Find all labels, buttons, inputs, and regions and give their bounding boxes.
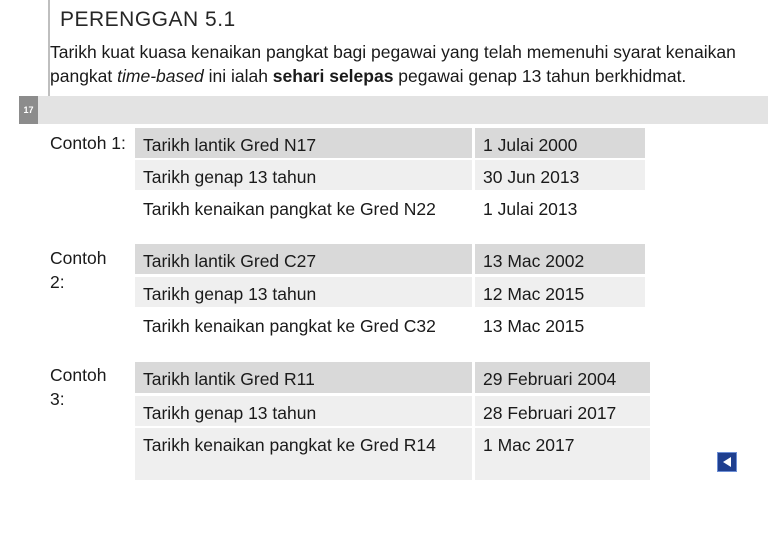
paragraph-italic: time-based [117,66,204,86]
paragraph-highlight-band [38,96,768,124]
paragraph-text-1: Tarikh kuat kuasa kenaikan pangkat bagi pegawai yang telah memenuhi syarat kenaikan pangkat [50,42,736,86]
rule-paragraph [50,40,760,88]
paragraph-bold: sehari selepas [272,66,394,86]
example-2-row-3-label: Tarikh kenaikan pangkat ke Gred C32 [135,309,472,361]
example-1-row-3-label: Tarikh kenaikan pangkat ke Gred N22 [135,192,472,244]
example-1-row-2-value: 30 Jun 2013 [475,160,645,190]
example-2-row-1-label: Tarikh lantik Gred C27 [135,244,472,274]
slide-number: 17 [19,96,38,124]
example-3-row-3-label: Tarikh kenaikan pangkat ke Gred R14 [135,428,472,480]
example-3-row-2-label: Tarikh genap 13 tahun [135,396,472,426]
slide-title: PERENGGAN 5.1 [60,8,236,31]
example-2-row-1-value: 13 Mac 2002 [475,244,645,274]
back-button[interactable] [717,452,737,472]
example-3-row-1-value: 29 Februari 2004 [475,362,650,393]
example-3-row-3-value: 1 Mac 2017 [475,428,650,480]
example-3-row-1-label: Tarikh lantik Gred R11 [135,362,472,393]
example-3-label: Contoh 3: [50,365,107,409]
back-arrow-icon [721,456,733,468]
example-2-row-3-value: 13 Mac 2015 [475,309,645,361]
example-1-row-2-label: Tarikh genap 13 tahun [135,160,472,190]
example-1-label: Contoh 1: [50,133,126,153]
example-3-row-2-value: 28 Februari 2017 [475,396,650,426]
paragraph-text-2: ini ialah [203,66,273,86]
example-2-row-2-label: Tarikh genap 13 tahun [135,277,472,307]
example-2-label: Contoh 2: [50,248,107,292]
example-2-row-2-value: 12 Mac 2015 [475,277,645,307]
paragraph-text-3: pegawai genap 13 tahun berkhidmat. [393,66,687,86]
example-1-row-3-value: 1 Julai 2013 [475,192,645,244]
example-1-row-1-value: 1 Julai 2000 [475,128,645,158]
example-1-row-1-label: Tarikh lantik Gred N17 [135,128,472,158]
